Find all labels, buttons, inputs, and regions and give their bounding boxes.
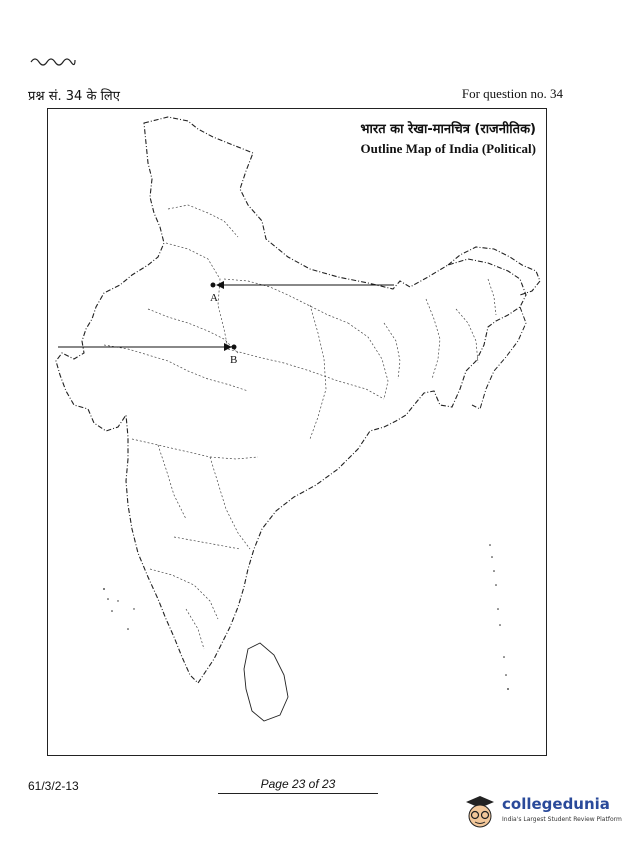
india-boundary — [56, 117, 526, 683]
question-label-english: For question no. 34 — [461, 86, 563, 101]
map-title-english: Outline Map of India (Political) — [360, 141, 536, 156]
sri-lanka — [244, 643, 288, 721]
map-title-hindi: भारत का रेखा-मानचित्र (राजनीतिक) — [360, 122, 536, 137]
mascot-face-icon — [462, 792, 498, 834]
paper-code: 61/3/2-13 — [28, 779, 79, 793]
marker-b-label: B — [230, 354, 238, 366]
arrow-a-head — [216, 281, 224, 289]
collegedunia-logo[interactable] — [462, 792, 622, 834]
squiggle-mark — [30, 54, 76, 66]
arrow-b-head — [224, 343, 232, 351]
question-label-hindi: प्रश्न सं. 34 के लिए — [28, 89, 120, 104]
map-frame — [47, 108, 547, 756]
northeast-boundary — [448, 247, 540, 295]
page-number: Page 23 of 23 — [218, 777, 378, 794]
marker-b-dot — [232, 345, 237, 350]
brand-tagline: India's Largest Student Review Platform — [502, 816, 622, 823]
northeast-east-boundary — [472, 307, 526, 409]
marker-a-dot — [211, 283, 216, 288]
india-outline-map — [48, 109, 546, 755]
brand-name: collegedunia — [502, 795, 610, 813]
marker-a-label: A — [210, 292, 218, 304]
